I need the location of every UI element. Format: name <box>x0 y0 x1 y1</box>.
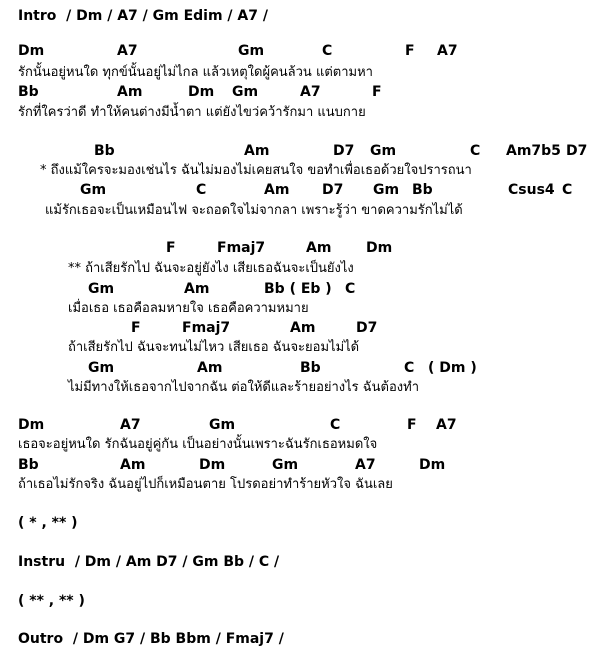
chord: Am <box>244 143 270 159</box>
chord: Gm <box>88 360 115 376</box>
chord: F <box>166 240 176 256</box>
chord: C <box>196 182 207 198</box>
lyric-line: ถ้าเธอไม่รักจริง ฉันอยู่ไปก็เหมือนตาย โปรดอย่าทำร้ายหัวใจ ฉันเลย <box>18 477 393 492</box>
chord: Am <box>184 281 210 297</box>
chord: Fmaj7 <box>217 240 266 256</box>
chord: F <box>405 43 415 59</box>
chord: A7 <box>437 43 458 59</box>
lyric-line: เมื่อเธอ เธอคือลมหายใจ เธอคือความหมาย <box>68 301 309 316</box>
chord: Am7b5 <box>506 143 561 159</box>
chord: Dm <box>188 84 215 100</box>
repeat-marker: ( ** , ** ) <box>18 593 85 609</box>
chord: Am <box>290 320 316 336</box>
lyric-line: ** ถ้าเสียรักไป ฉันจะอยู่ยังไง เสียเธอฉันจะเป็นยังไง <box>68 261 354 276</box>
chord: Dm <box>18 417 45 433</box>
chord: D7 <box>566 143 588 159</box>
chord: F <box>131 320 141 336</box>
chord: Bb <box>18 84 39 100</box>
chord: Gm <box>80 182 107 198</box>
chord: C <box>322 43 333 59</box>
chord: Gm <box>88 281 115 297</box>
chord: Dm <box>419 457 446 473</box>
chord: C <box>562 182 573 198</box>
lyric-line: เธอจะอยู่หนใด รักฉันอยู่คู่กัน เป็นอย่างนั้นเพราะฉันรักเธอหมดใจ <box>18 437 378 452</box>
chord: Am <box>117 84 143 100</box>
chord: Am <box>306 240 332 256</box>
chord: Fmaj7 <box>182 320 231 336</box>
chord: Gm <box>272 457 299 473</box>
chord: Bb <box>412 182 433 198</box>
chord: C <box>345 281 356 297</box>
chord: C <box>470 143 481 159</box>
chord: A7 <box>117 43 138 59</box>
outro-line: Outro / Dm G7 / Bb Bbm / Fmaj7 / <box>18 631 284 647</box>
chord: ( Dm ) <box>428 360 477 376</box>
chord: F <box>372 84 382 100</box>
repeat-marker: ( * , ** ) <box>18 515 78 531</box>
chord: Bb <box>94 143 115 159</box>
chord: Gm <box>209 417 236 433</box>
lyric-line: ไม่มีทางให้เธอจากไปจากฉัน ต่อให้ดีและร้ายอย่างไร ฉันต้องทำ <box>68 380 420 395</box>
chord: Bb ( Eb ) <box>264 281 332 297</box>
chord: Gm <box>238 43 265 59</box>
chord: Csus4 <box>508 182 555 198</box>
lyric-line: รักนั้นอยู่หนใด ทุกข์นั้นอยู่ไม่ไกล แล้วเหตุใดผู้คนล้วน แต่ตามหา <box>18 65 373 80</box>
chord: Gm <box>370 143 397 159</box>
chord: Am <box>197 360 223 376</box>
chord: A7 <box>436 417 457 433</box>
chord: C <box>404 360 415 376</box>
chord: D7 <box>322 182 344 198</box>
intro-line: Intro / Dm / A7 / Gm Edim / A7 / <box>18 8 268 24</box>
lyric-line: รักที่ใครว่าดี ทำให้คนต่างมีน้ำตา แต่ยังไขว่คว้ารักมา แนบกาย <box>18 105 366 120</box>
chord: Gm <box>232 84 259 100</box>
chord: F <box>407 417 417 433</box>
chord: Bb <box>18 457 39 473</box>
chord: A7 <box>300 84 321 100</box>
chord: C <box>330 417 341 433</box>
chord: A7 <box>355 457 376 473</box>
chord: D7 <box>333 143 355 159</box>
chord: D7 <box>356 320 378 336</box>
instru-line: Instru / Dm / Am D7 / Gm Bb / C / <box>18 554 280 570</box>
lyric-line: * ถึงแม้ใครจะมองเช่นไร ฉันไม่มองไม่เคยสนใจ ขอทำเพื่อเธอด้วยใจปรารถนา <box>40 163 472 178</box>
chord: Am <box>120 457 146 473</box>
chord: Am <box>264 182 290 198</box>
chord: Gm <box>373 182 400 198</box>
chord: A7 <box>120 417 141 433</box>
chord: Dm <box>199 457 226 473</box>
chord: Dm <box>366 240 393 256</box>
chord: Bb <box>300 360 321 376</box>
lyric-line: แม้รักเธอจะเป็นเหมือนไฟ จะถอดใจไม่จากลา เพราะรู้ว่า ขาดความรักไม่ได้ <box>45 203 463 218</box>
chord: Dm <box>18 43 45 59</box>
lyric-line: ถ้าเสียรักไป ฉันจะทนไม่ไหว เสียเธอ ฉันจะยอมไม่ได้ <box>68 340 360 355</box>
